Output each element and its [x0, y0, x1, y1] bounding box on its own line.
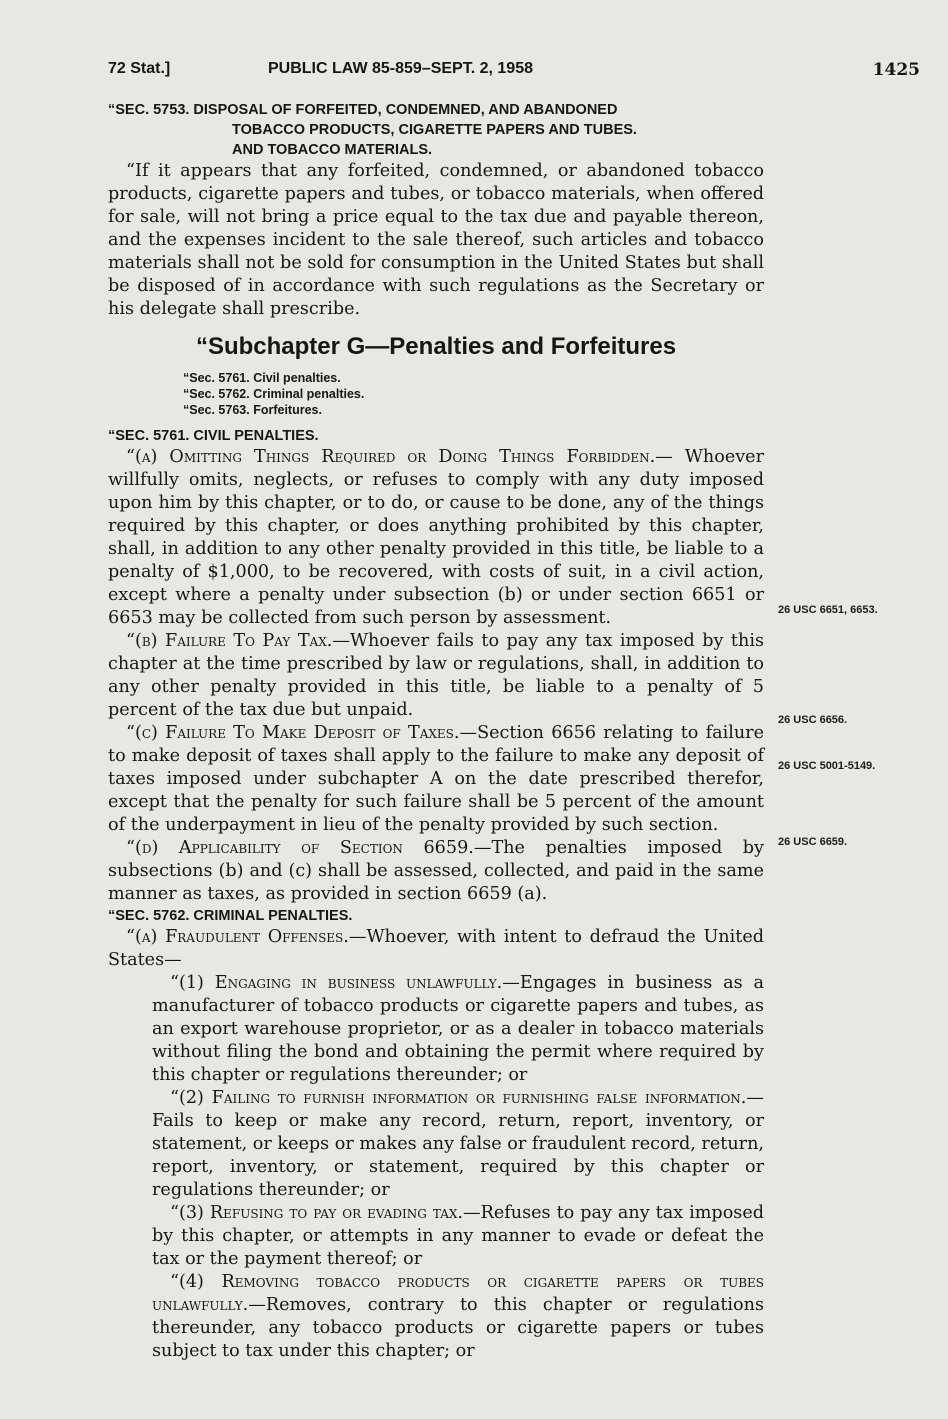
sec-5762-a-3: “(3) Refusing to pay or evading tax.—Refuses to pay any tax imposed by this chapter, or attempts in any manner to evade or defeat the tax or the payment thereof; or	[152, 1203, 764, 1269]
toc-item: “Sec. 5762. Criminal penalties.	[183, 387, 365, 401]
statute-volume: 72 Stat.]	[108, 60, 171, 77]
running-title: PUBLIC LAW 85-859–SEPT. 2, 1958	[268, 60, 533, 77]
sec-5762-a-2: “(2) Failing to furnish information or furnishing false information.—Fails to keep or make any record, return, report, inventory, or statement, or keeps or makes any false or fraudulent record, return, report, inventory, or statement, required by this chapter or regulations thereunder; or	[152, 1088, 764, 1200]
margin-note-5001: 26 USC 5001-5149.	[778, 760, 876, 772]
subchapter-heading: “Subchapter G—Penalties and Forfeitures	[195, 333, 677, 360]
page-body	[108, 100, 764, 1363]
sec-5761-title: “SEC. 5761. CIVIL PENALTIES.	[108, 428, 319, 444]
sec-5762-a-1: “(1) Engaging in business unlawfully.—Engages in business as a manufacturer of tobacco products or cigarette papers and tubes, as an export warehouse proprietor, or as a dealer in tobacco materials without filing the bond and obtaining the permit where required by this chapter or regulations thereunder; or	[152, 973, 764, 1085]
subchapter-toc	[183, 370, 764, 418]
margin-note-6651: 26 USC 6651, 6653.	[778, 604, 878, 616]
toc-item: “Sec. 5761. Civil penalties.	[183, 371, 341, 385]
sec-5762-title: “SEC. 5762. CRIMINAL PENALTIES.	[108, 908, 353, 924]
sec-5761-a: “(a) Omitting Things Required or Doing Things Forbidden.— Whoever willfully omits, neglects, or refuses to comply with any duty imposed upon him by this chapter, or to do, or cause to be done, any of the things required by this chapter, or does anything prohibited by this chapter, shall, in addition to any other penalty provided in this title, be liable to a penalty of $1,000, to be recovered, with costs of suit, in a civil action, except where a penalty under subsection (b) or under section 6651 or 6653 may be collected from such person by assessment.	[108, 447, 765, 628]
sec-5761-d: “(d) Applicability of Section 6659.—The penalties imposed by subsections (b) and (c) shall be assessed, collected, and paid in the same manner as taxes, as provided in section 6659 (a).	[108, 838, 764, 904]
page-number: 1425	[872, 60, 920, 80]
margin-note-6656: 26 USC 6656.	[778, 714, 848, 726]
sec-5753-title: “SEC. 5753. DISPOSAL OF FORFEITED, CONDEMNED, AND ABANDONED TOBACCO PRODUCTS, CIGARETTE PAPERS AND TUBES. AND TOBACCO MATERIALS.	[108, 102, 637, 158]
sec-5761-c: “(c) Failure To Make Deposit of Taxes.—Section 6656 relating to failure to make deposit of taxes shall apply to the failure to make any deposit of taxes imposed under subchapter A on the date prescribed therefor, except that the penalty for such failure shall be 5 percent of the amount of the underpayment in lieu of the penalty provided by such section.	[108, 723, 764, 835]
margin-note-6659: 26 USC 6659.	[778, 836, 848, 848]
sec-5762-a-4: “(4) Removing tobacco products or cigarette papers or tubes unlawfully.—Removes, contrary to this chapter or regulations thereunder, any tobacco products or cigarette papers or tubes subject to tax under this chapter; or	[152, 1272, 764, 1361]
sec-5753-text: “If it appears that any forfeited, condemned, or abandoned tobacco products, cigarette papers and tubes, or tobacco materials, when offered for sale, will not bring a price equal to the tax due and payable thereon, and the expenses incident to the sale thereof, such articles and tobacco materials shall not be sold for consumption in the United States but shall be disposed of in accordance with such regulations as the Secretary or his delegate shall prescribe.	[108, 161, 764, 319]
sec-5762-a: “(a) Fraudulent Offenses.—Whoever, with intent to defraud the United States—	[108, 927, 764, 970]
page-header	[108, 60, 920, 84]
sec-5761-b: “(b) Failure To Pay Tax.—Whoever fails to pay any tax imposed by this chapter at the time prescribed by law or regulations, shall, in addition to any other penalty provided in this title, be liable to a penalty of 5 percent of the tax due but unpaid.	[108, 631, 764, 720]
toc-item: “Sec. 5763. Forfeitures.	[183, 403, 322, 417]
